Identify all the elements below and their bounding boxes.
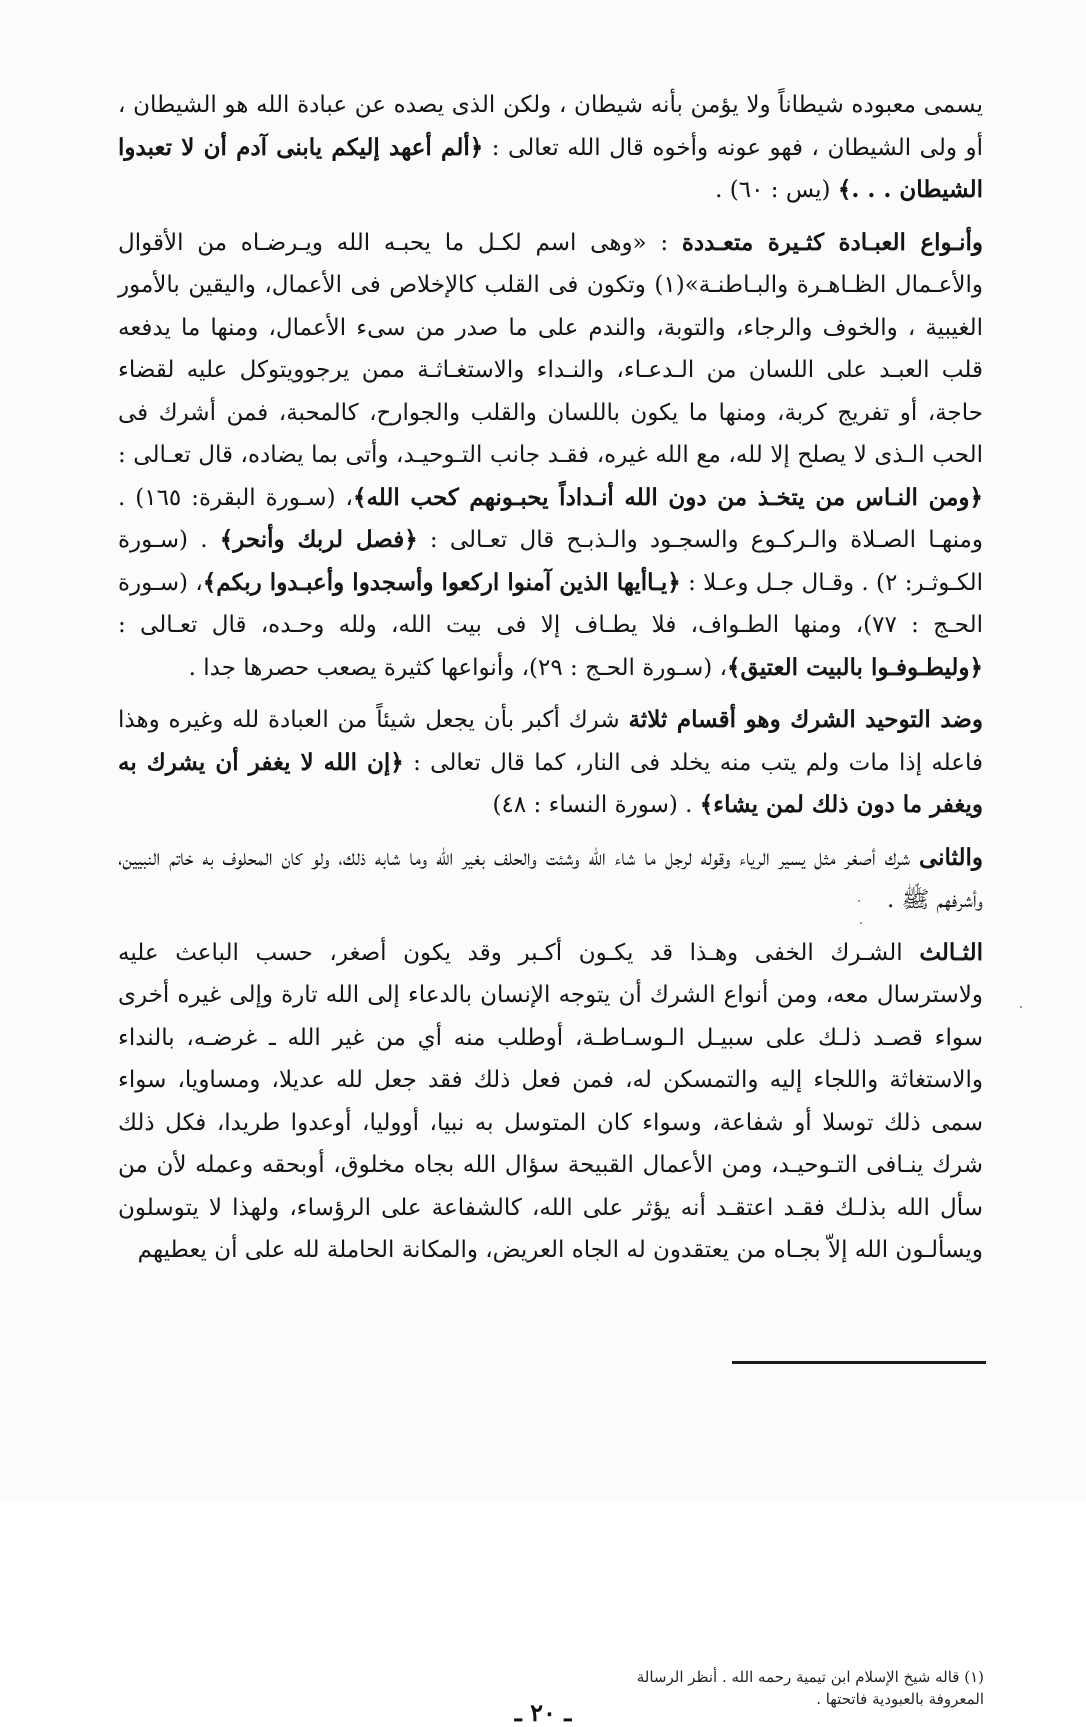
- bold-text: ﴿وليطـوفـوا بالبيت العتيق﴾: [727, 653, 983, 681]
- text-run: . (سورة النساء : ٤٨): [492, 792, 700, 818]
- text-run: . (سـورة الكـوثـر: ٢) . وقـال جـل وعـلا :: [118, 527, 983, 596]
- text-run: ، (سـورة الحـج : ٧٧)، ومنها الطـواف، فلا يطـاف إلا فى بيت الله، ولله وحـده، قال تعـالى :: [118, 569, 984, 638]
- paragraph: [118, 84, 983, 212]
- text-run: : «وهى اسم لكـل ما يحبـه الله ويـرضـاه من الأقوال والأعـمال الظـاهـرة والبـاطنـة»(١) وتكون فى القلب كالإخلاص فى الأعمال، واليقين بالأمور الغيبية ، والخوف والرجاء، والتوبة، والندم على ما صدر من سىء الأعمال، ومنها ما يدفعه قلب العبـد على اللسان من الـدعـاء، والنـداء والاستغـاثـة ممن يرجوويتوكل عليه لقضاء حاجة، أو تفريج كربة، ومنها ما يكون باللسان والقلب والجوارح، كالمحبة، فمن أشرك فى الحب الـذى لا يصلح إلا لله، مع الله غيره، فقـد جانب التـوحيـد، وأتى بما يضاده، قال تعـالى :: [118, 229, 983, 468]
- bold-text: ﴿فصل لربك وأنحر﴾: [219, 526, 418, 553]
- bold-text: ﴿يـاأيها الذين آمنوا اركعوا وأسجدوا وأعبـدوا ربكم﴾: [202, 568, 681, 596]
- bold-text: وأنـواع العبـادة كثـيرة متعـددة: [681, 228, 983, 256]
- footnote: (١) قاله شيخ الإسلام ابن تيمية رحمه الله . أنظر الرسالة المعروفة بالعبودية فاتحتها .: [636, 1668, 984, 1708]
- text-run: شرك أكبر بأن يجعل شيئاً من العبادة لله وغيره وهذا فاعله إذا مات ولم يتب منه يخلد فى النار، كما قال تعالى :: [118, 707, 983, 776]
- scan-speck: [860, 922, 862, 924]
- scan-speck: [1020, 1006, 1022, 1008]
- paragraph: [118, 222, 983, 690]
- footnote-divider: [732, 1361, 986, 1364]
- paragraph: [118, 837, 983, 922]
- bold-text: ﴿إن الله لا يغفر أن يشرك به ويغفر ما دون ذلك لمن يشاء﴾: [118, 748, 983, 818]
- bold-text: وضد التوحيد الشرك وهو أقسام ثلاثة: [628, 706, 983, 733]
- page-number: ـ ٢٠ ـ: [514, 1698, 572, 1727]
- bold-text: والثانى: [918, 843, 983, 871]
- text-run: الشـرك الخفى وهـذا قد يكـون أكـبر وقد يكون أصغر، حسب الباعث عليه ولاسترسال معه، ومن أنواع الشرك أن يتوجه الإنسان بالدعاء إلى الله تارة وإلى غيره أخرى سواء قصـد ذلـك على سبيـل الـوسـاطـة، أوطلب منه أي من غير الله ـ غرضـه، بالنداء والاستغاثة واللجاء إليه والتمسكن له، فمن فعل ذلك فقد جعل لله عديلا، ومساويا، سواء سمى ذلك توسلا أو شفاعة، وسواء كان المتوسل به نبيا، أووليا، أوعدوا طريدا، فكل ذلك شرك ينـافى التـوحيـد، ومن الأعمال القبيحة سؤال الله بجاه مخلوق، أوبحقه وعمله لأن من سأل الله بذلـك فقـد اعتقـد أنه يؤثر على الله، كالشفاعة على الرؤساء، ولهذا لا يتوسلون ويسألـون الله إلاّ بجـاه من يعتقدون له الجاه العريض، والمكانة الحاملة لله على أن يعطيهم: [118, 939, 983, 1263]
- paragraph: [118, 932, 983, 1272]
- text-run: (يس : ٦٠) .: [715, 177, 838, 203]
- scan-speck: [858, 900, 860, 902]
- paragraph: [118, 699, 983, 827]
- text-run: يسمى معبوده شيطاناً ولا يؤمن بأنه شيطان ، ولكن الذى يصده عن عبادة الله هو الشيطان ، أو ولى الشيطان ، فهو عونه وأخوه قال الله تعالى :: [118, 92, 983, 161]
- bold-text: ﴿ومن النـاس من يتخـذ من دون الله أنـداداً يحبـونهم كحب الله﴾: [352, 483, 983, 511]
- bold-text: ﴿ألم أعهد إليكم يابنى آدم أن لا تعبدوا الشيطان . . .﴾: [118, 133, 983, 203]
- text-run: شرك أصغر مثل يسير الرياء وقوله لرجل ما شاء الله وشئت والحلف بغير الله وما شابه ذلك، ولو كان المحلوف به خاتم النبيين، وأشرفهم ﷺ .: [118, 844, 983, 913]
- main-text: [118, 84, 983, 1282]
- text-run: ، (سـورة الحـج : ٢٩)، وأنواعها كثيرة يصعب حصرها جدا .: [188, 654, 728, 681]
- text-run: ، (سـورة البقرة: ١٦٥) . ومنهـا الصـلاة والـركـوع والسجـود والـذبـح قال تعـالى :: [118, 484, 983, 553]
- bold-text: الثـالث: [919, 938, 983, 966]
